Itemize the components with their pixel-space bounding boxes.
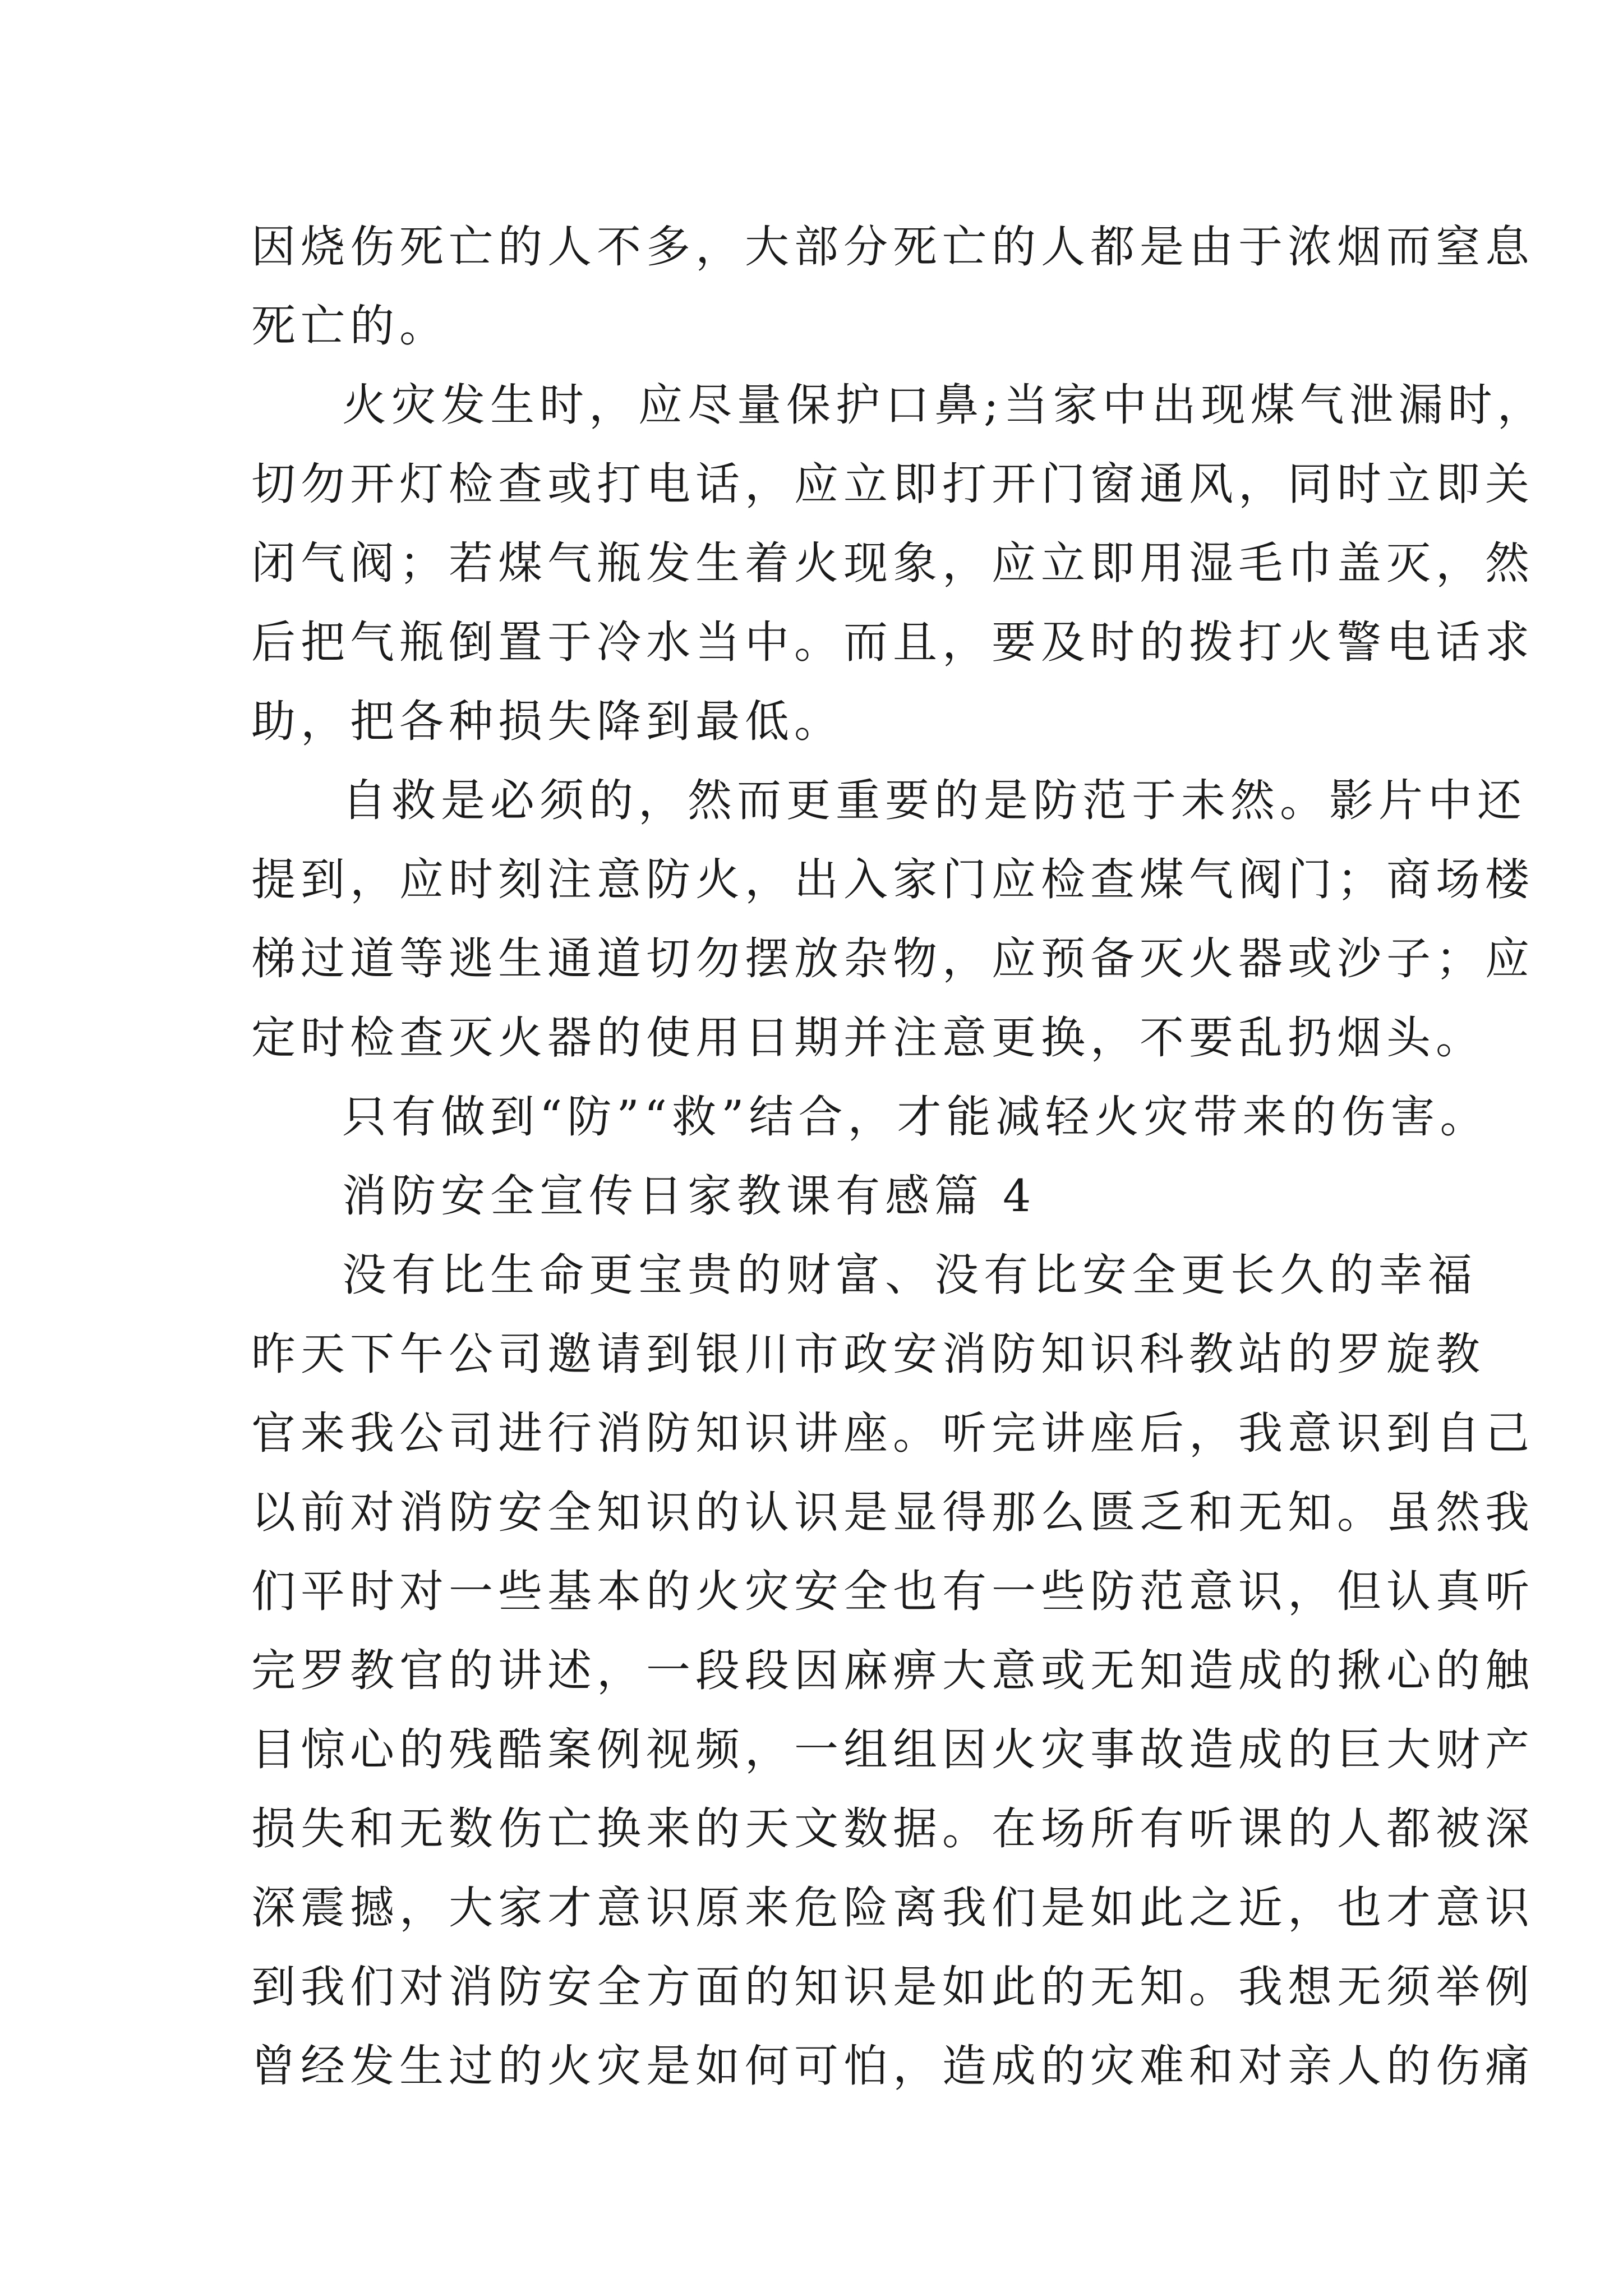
text-line: 以前对消防安全知识的认识是显得那么匮乏和无知。虽然我 xyxy=(251,1487,1534,1538)
text-line: 损失和无数伤亡换来的天文数据。在场所有听课的人都被深 xyxy=(251,1803,1534,1855)
text-line: 到我们对消防安全方面的知识是如此的无知。我想无须举例 xyxy=(251,1961,1534,2013)
text-line: 闭气阀；若煤气瓶发生着火现象，应立即用湿毛巾盖灭，然 xyxy=(251,537,1534,589)
text-line: 助，把各种损失降到最低。 xyxy=(251,696,843,747)
section-heading xyxy=(251,1157,1390,1236)
text-line: 昨天下午公司邀请到银川市政安消防知识科教站的罗旋教 xyxy=(251,1328,1485,1380)
text-line: 提到，应时刻注意防火，出入家门应检查煤气阀门；商场楼 xyxy=(251,854,1534,905)
section-heading-text: 消防安全宣传日家教课有感篇 4 xyxy=(342,1170,1036,1222)
paragraph xyxy=(251,208,1534,366)
text-line: 因烧伤死亡的人不多，大部分死亡的人都是由于浓烟而窒息 xyxy=(251,221,1534,273)
document-body xyxy=(251,208,1547,2106)
paragraph xyxy=(251,1236,1534,2106)
text-line: 火灾发生时，应尽量保护口鼻;当家中出现煤气泄漏时， xyxy=(342,379,1547,431)
text-line: 没有比生命更宝贵的财富、没有比安全更长久的幸福 xyxy=(342,1249,1477,1301)
text-line: 深震撼，大家才意识原来危险离我们是如此之近，也才意识 xyxy=(251,1882,1534,1934)
text-line: 梯过道等逃生通道切勿摆放杂物，应预备灭火器或沙子；应 xyxy=(251,933,1534,984)
text-line: 曾经发生过的火灾是如何可怕，造成的灾难和对亲人的伤痛 xyxy=(251,2040,1534,2092)
text-line: 切勿开灯检查或打电话，应立即打开门窗通风，同时立即关 xyxy=(251,458,1534,510)
paragraph xyxy=(251,1078,1490,1157)
text-line: 完罗教官的讲述，一段段因麻痹大意或无知造成的揪心的触 xyxy=(251,1645,1534,1696)
text-line: 只有做到“防”“救”结合，才能减轻火灾带来的伤害。 xyxy=(342,1091,1490,1143)
text-line: 目惊心的残酷案例视频，一组组因火灾事故造成的巨大财产 xyxy=(251,1724,1534,1775)
paragraph xyxy=(251,761,1534,1078)
text-line: 后把气瓶倒置于冷水当中。而且，要及时的拨打火警电话求 xyxy=(251,616,1534,668)
text-line: 自救是必须的，然而更重要的是防范于未然。影片中还 xyxy=(342,775,1527,826)
text-line: 们平时对一些基本的火灾安全也有一些防范意识，但认真听 xyxy=(251,1566,1534,1617)
paragraph xyxy=(251,366,1547,761)
text-line: 死亡的。 xyxy=(251,300,449,352)
text-line: 官来我公司进行消防知识讲座。听完讲座后，我意识到自己 xyxy=(251,1407,1534,1459)
text-line: 定时检查灭火器的使用日期并注意更换，不要乱扔烟头。 xyxy=(251,1012,1485,1064)
